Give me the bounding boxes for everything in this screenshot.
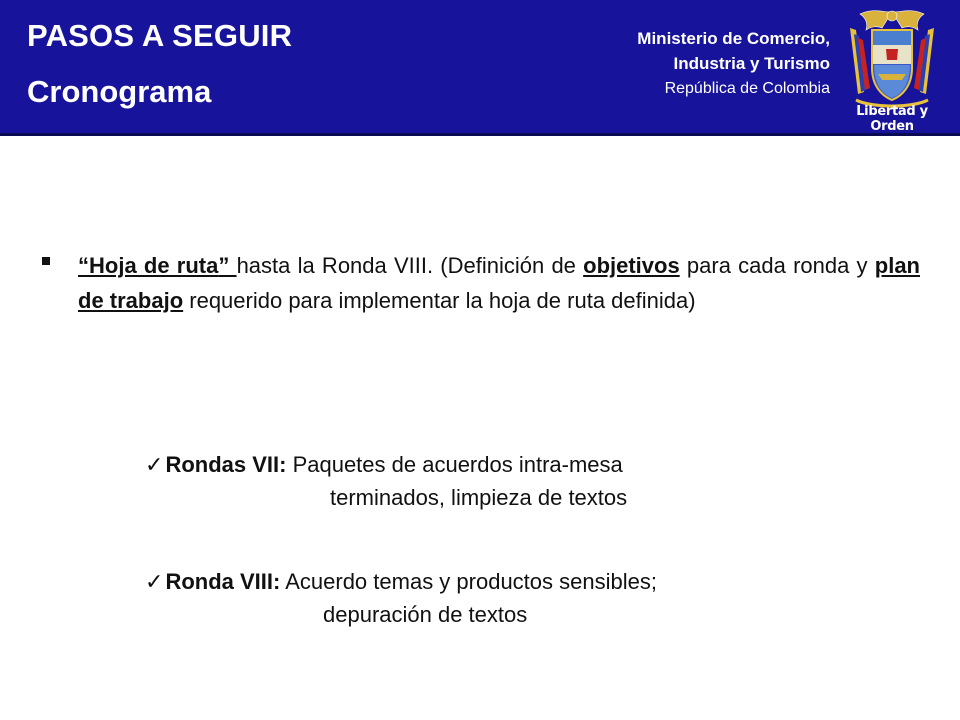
ministry-name bbox=[637, 26, 830, 101]
checkmark-icon: ✓ bbox=[145, 569, 164, 594]
page-title: PASOS A SEGUIR bbox=[27, 18, 293, 53]
emblem-motto: Libertad y Orden bbox=[856, 104, 928, 134]
bullet-item bbox=[42, 248, 920, 318]
check-text-line-2: depuración de textos bbox=[323, 602, 528, 627]
open-quote: “ bbox=[78, 253, 89, 278]
check-text-line-2: terminados, limpieza de textos bbox=[330, 485, 628, 510]
page-subtitle: Cronograma bbox=[27, 74, 212, 109]
checkmark-icon: ✓ bbox=[145, 452, 164, 477]
bullet-paragraph bbox=[78, 248, 920, 318]
bullet-text-3: requerido para implementar la hoja de ruta definida) bbox=[183, 288, 696, 313]
check-text-line-1: Paquetes de acuerdos intra-mesa bbox=[286, 452, 623, 477]
bullet-text-2: para cada ronda y bbox=[679, 253, 875, 278]
ministry-line-2: Industria y Turismo bbox=[673, 54, 830, 73]
check-item-rondas-vii bbox=[145, 448, 627, 514]
check-label: Ronda VIII: bbox=[165, 569, 281, 594]
check-item-ronda-viii bbox=[145, 565, 657, 631]
close-quote: ” bbox=[218, 253, 237, 278]
check-text-line-1: Acuerdo temas y productos sensibles; bbox=[280, 569, 657, 594]
objetivos-label: objetivos bbox=[583, 253, 680, 278]
bullet-text-1: hasta la Ronda VIII. (Definición de bbox=[236, 253, 584, 278]
check-label: Rondas VII: bbox=[165, 452, 287, 477]
square-bullet-icon bbox=[42, 257, 50, 265]
plan-de-trabajo-label: plan de trabajo bbox=[78, 253, 920, 313]
hoja-label-text: Hoja de ruta bbox=[89, 253, 219, 278]
ministry-line-1: Ministerio de Comercio, bbox=[637, 29, 830, 48]
ministry-line-3: República de Colombia bbox=[664, 80, 830, 97]
hoja-de-ruta-label bbox=[78, 253, 237, 278]
header-bar bbox=[0, 0, 960, 136]
